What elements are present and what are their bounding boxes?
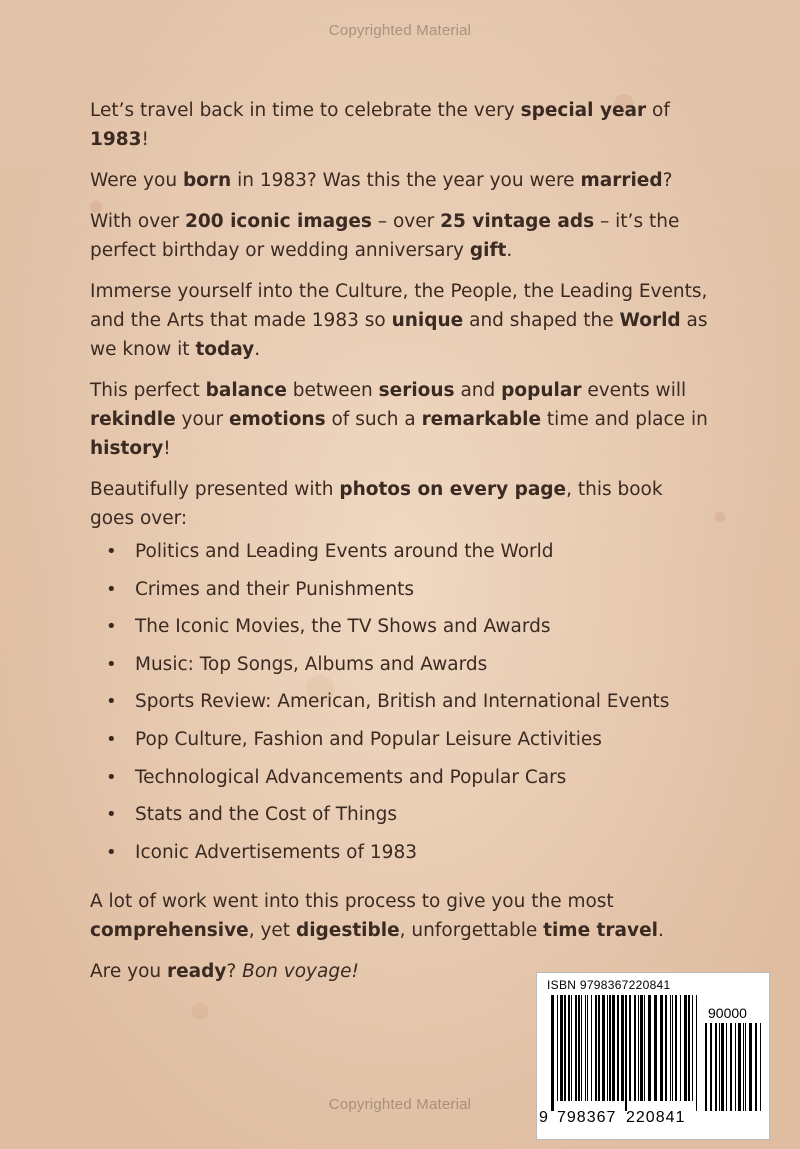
list-item: • Music: Top Songs, Albums and Awards — [90, 650, 710, 688]
paragraph-intro: Let’s travel back in time to celebrate the very special year of 1983! — [90, 100, 670, 150]
paragraph-immerse: Immerse yourself into the Culture, the People, the Leading Events, and the Arts that made 1983 so unique and shaped the World as we know it today. — [90, 281, 708, 360]
watermark-bottom: Copyrighted Material — [328, 1096, 472, 1113]
list-item: • Crimes and their Punishments — [90, 575, 710, 613]
list-item: • Stats and the Cost of Things — [90, 800, 710, 838]
list-item: • The Iconic Movies, the TV Shows and Awards — [90, 612, 710, 650]
paragraph-born: Were you born in 1983? Was this the year you were married? — [90, 170, 673, 191]
isbn-digits-group1: 798367 — [557, 1109, 617, 1126]
barcode-bars — [551, 995, 697, 1111]
watermark-top: Copyrighted Material — [328, 22, 472, 39]
isbn-digit-first: 9 — [539, 1109, 549, 1126]
price-code: 90000 — [708, 1005, 747, 1021]
list-item: • Politics and Leading Events around the World — [90, 537, 710, 575]
paragraph-presented: Beautifully presented with photos on every page, this book goes over: — [90, 479, 663, 529]
paragraph-ready: Are you ready? Bon voyage! — [90, 961, 359, 983]
topics-list — [90, 537, 710, 875]
list-item: • Iconic Advertisements of 1983 — [90, 838, 710, 876]
list-item: • Sports Review: American, British and International Events — [90, 687, 710, 725]
paragraph-images: With over 200 iconic images – over 25 vintage ads – it’s the perfect birthday or wedding anniversary gift. — [90, 211, 680, 261]
list-item: • Pop Culture, Fashion and Popular Leisure Activities — [90, 725, 710, 763]
back-cover-text — [90, 96, 710, 998]
paragraph-balance: This perfect balance between serious and popular events will rekindle your emotions of such a remarkable time and place in history! — [90, 380, 708, 459]
paragraph-work: A lot of work went into this process to give you the most comprehensive, yet digestible, unforgettable time travel. — [90, 891, 664, 942]
isbn-digits-group2: 220841 — [626, 1109, 686, 1126]
list-item: • Technological Advancements and Popular Cars — [90, 763, 710, 801]
isbn-label: ISBN 9798367220841 — [547, 978, 671, 992]
isbn-barcode — [536, 972, 770, 1140]
